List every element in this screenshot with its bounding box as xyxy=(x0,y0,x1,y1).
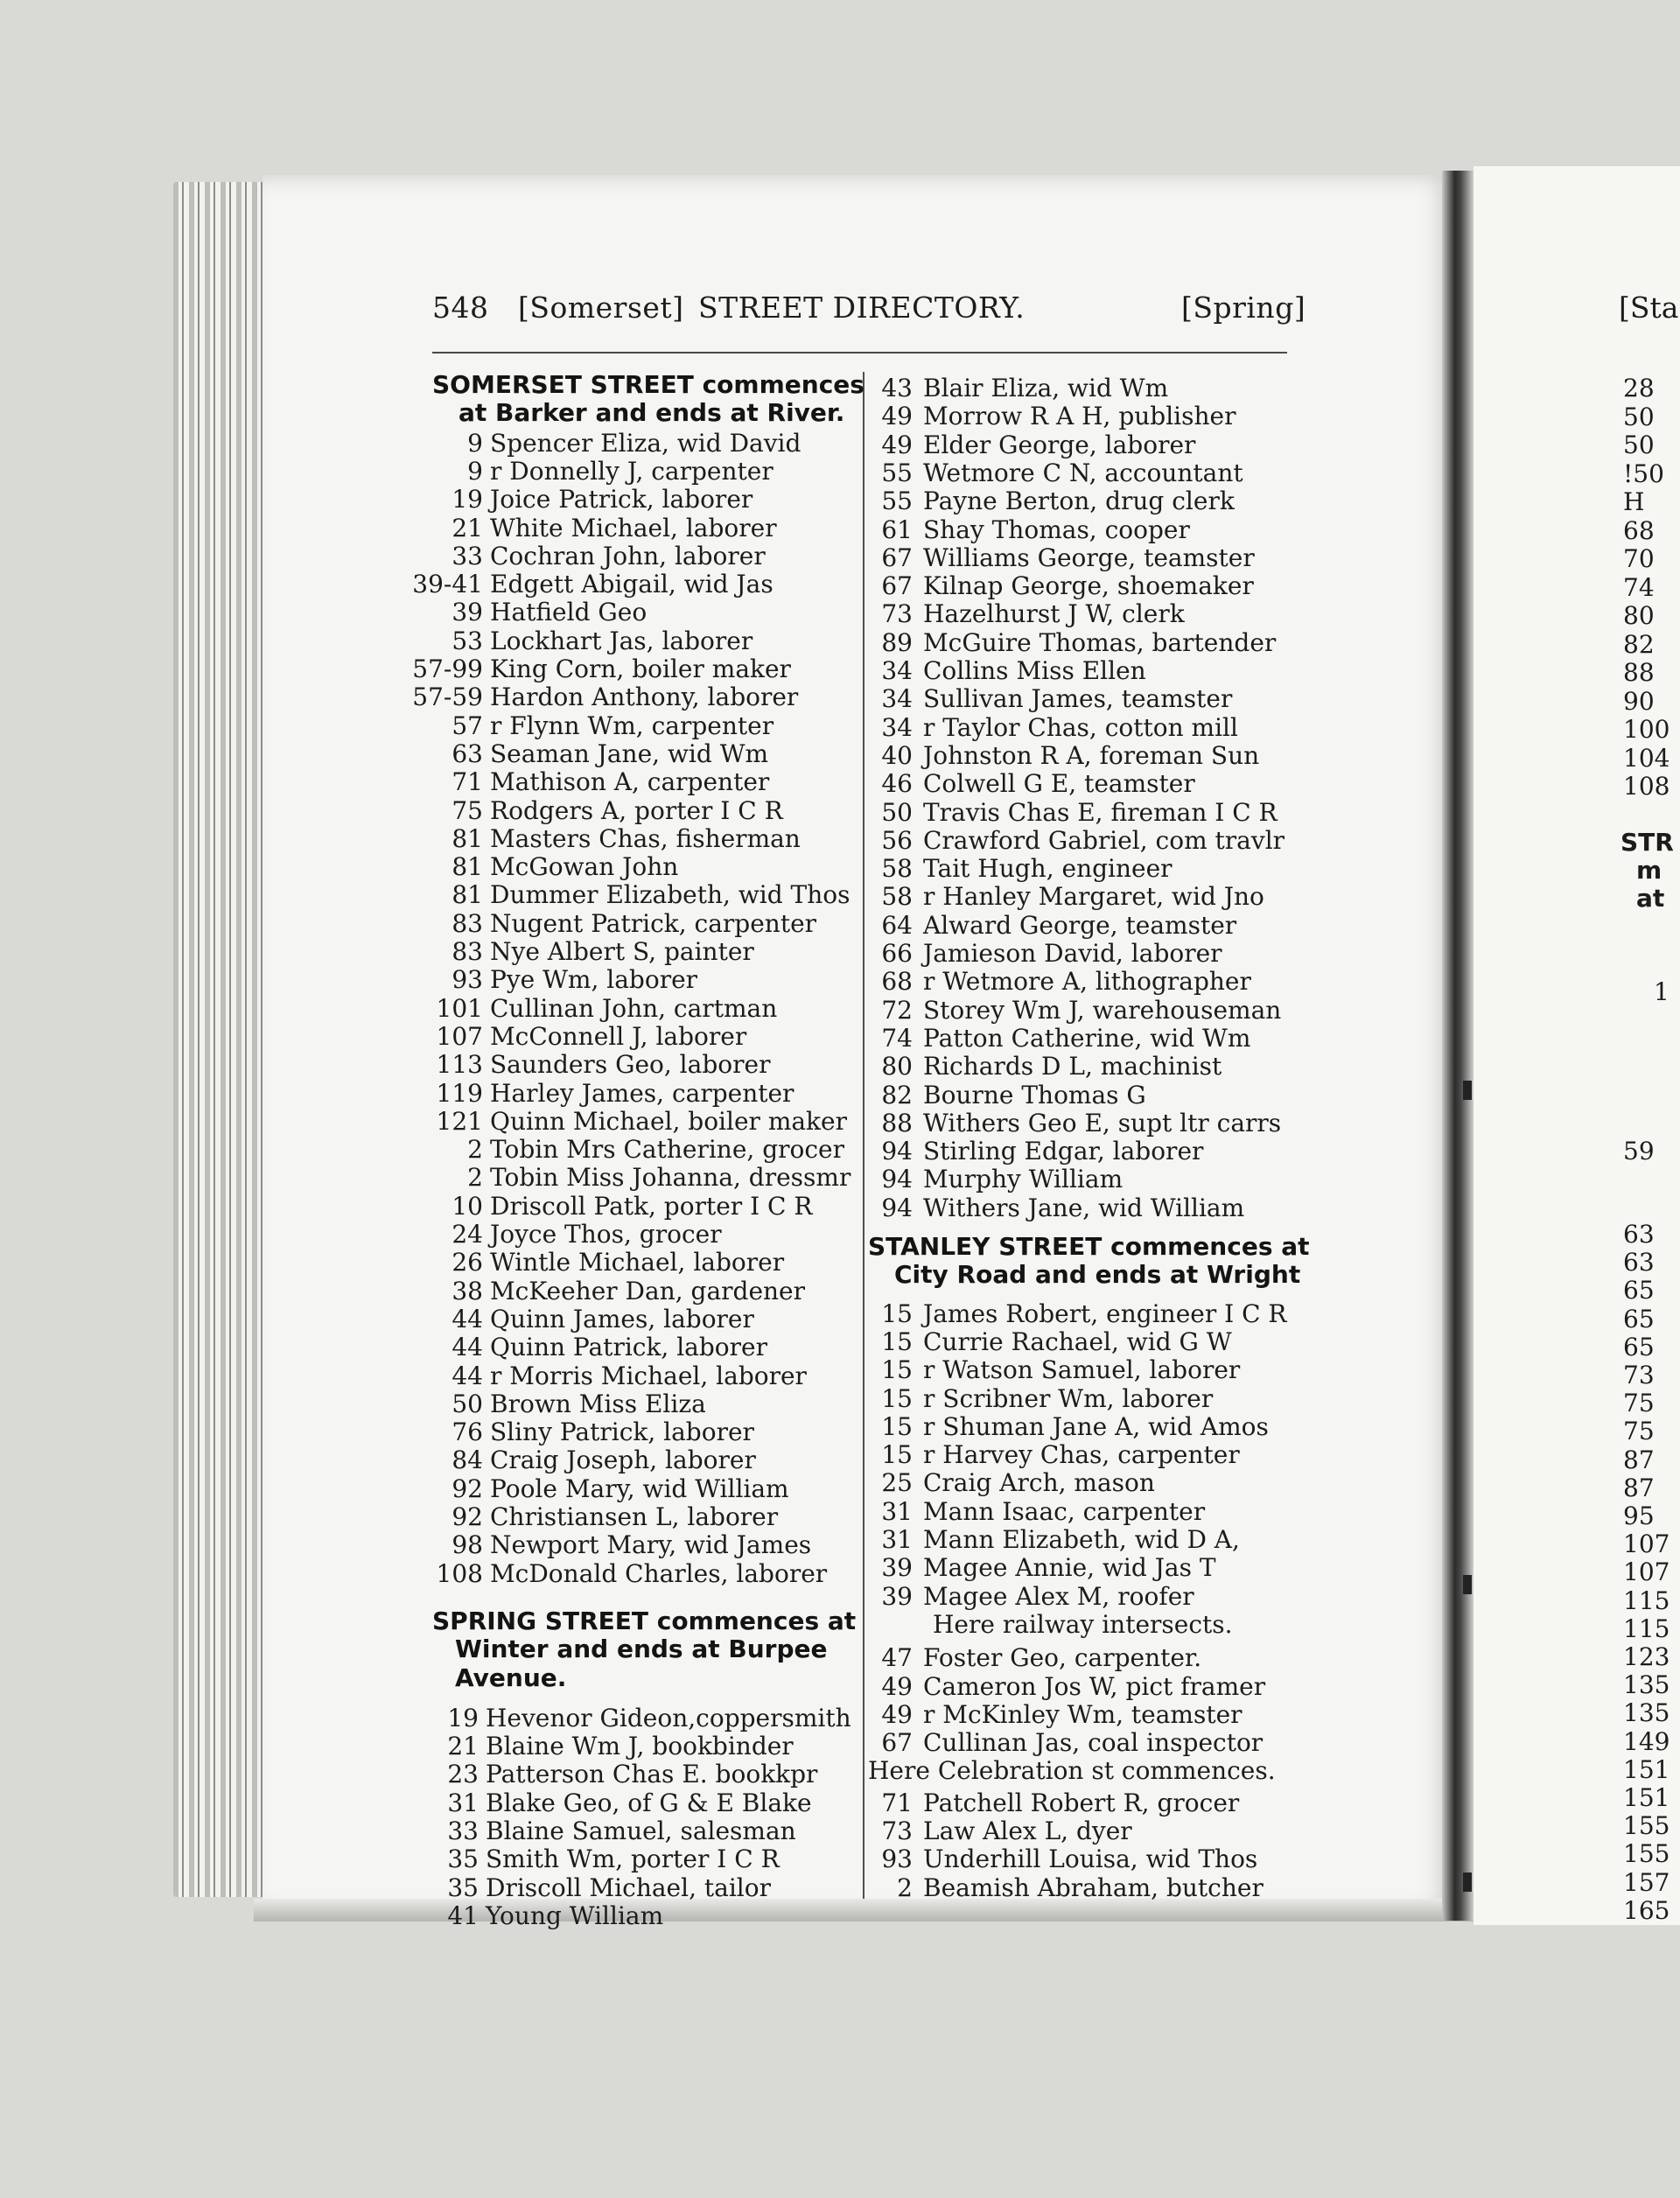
resident-entry: McGowan John xyxy=(490,852,679,882)
street-heading: SPRING STREET commences at xyxy=(432,1606,857,1635)
house-number: 76 xyxy=(452,1418,483,1447)
section-note: Here railway intersects. xyxy=(933,1609,1233,1639)
house-number: 74 xyxy=(881,1023,913,1053)
resident-entry: Hatfield Geo xyxy=(490,598,648,627)
resident-entry: Beamish Abraham, butcher xyxy=(923,1872,1264,1902)
next-page-number: 90 xyxy=(1623,686,1655,716)
resident-entry: Poole Mary, wid William xyxy=(490,1474,789,1503)
street-heading: STANLEY STREET commences at xyxy=(868,1232,1310,1261)
house-number: 84 xyxy=(452,1446,483,1475)
resident-entry: Hevenor Gideon,coppersmith xyxy=(486,1703,851,1732)
house-number: 21 xyxy=(452,513,483,542)
next-page-number: 82 xyxy=(1623,629,1655,659)
resident-entry: Quinn James, laborer xyxy=(490,1304,754,1334)
next-page-number: 50 xyxy=(1623,430,1655,459)
resident-entry: Collins Miss Ellen xyxy=(923,656,1146,685)
resident-entry: Elder George, laborer xyxy=(923,430,1196,459)
house-number: 81 xyxy=(452,880,483,910)
house-number: 55 xyxy=(881,458,913,487)
page-number: 548 xyxy=(432,290,489,325)
house-number: 58 xyxy=(881,882,913,912)
resident-entry: Storey Wm J, warehouseman xyxy=(923,995,1282,1025)
resident-entry: Crawford Gabriel, com travlr xyxy=(923,825,1285,855)
house-number: 82 xyxy=(881,1080,913,1110)
resident-entry: King Corn, boiler maker xyxy=(490,654,791,683)
street-heading: Winter and ends at Burpee xyxy=(455,1634,828,1664)
resident-entry: r Shuman Jane A, wid Amos xyxy=(923,1411,1269,1441)
next-page-number: 74 xyxy=(1623,572,1655,602)
house-number: 94 xyxy=(881,1137,913,1166)
next-page-number: 70 xyxy=(1623,544,1655,573)
house-number: 34 xyxy=(881,656,913,685)
next-page-number: 63 xyxy=(1623,1220,1655,1249)
house-number: 71 xyxy=(881,1788,913,1817)
house-number: 35 xyxy=(447,1872,479,1902)
next-page-number: !50 xyxy=(1623,458,1664,488)
resident-entry: r Hanley Margaret, wid Jno xyxy=(923,882,1264,912)
resident-entry: Cochran John, laborer xyxy=(490,541,766,570)
resident-entry: Payne Berton, drug clerk xyxy=(923,486,1235,516)
house-number: 68 xyxy=(881,967,913,997)
next-page-header: [Sta xyxy=(1619,290,1679,325)
house-number: 81 xyxy=(452,852,483,882)
next-page-number: 108 xyxy=(1623,772,1670,801)
next-page-number: 28 xyxy=(1623,374,1655,402)
binding-mark xyxy=(1463,1081,1472,1100)
page-edges xyxy=(173,182,268,1897)
next-page-number: 115 xyxy=(1623,1586,1670,1615)
resident-entry: Morrow R A H, publisher xyxy=(923,402,1236,431)
resident-entry: Sliny Patrick, laborer xyxy=(490,1418,754,1447)
next-page-number: 123 xyxy=(1623,1642,1670,1671)
next-page-number: 87 xyxy=(1623,1445,1655,1474)
house-number: 39 xyxy=(452,598,483,627)
house-number: 88 xyxy=(881,1108,913,1138)
next-page-number: 75 xyxy=(1623,1417,1655,1446)
house-number: 67 xyxy=(881,1728,913,1758)
resident-entry: Richards D L, machinist xyxy=(923,1052,1222,1082)
resident-entry: Law Alex L, dyer xyxy=(923,1816,1132,1845)
house-number: 55 xyxy=(881,486,913,516)
house-number: 35 xyxy=(447,1844,479,1874)
house-number: 39 xyxy=(881,1553,913,1583)
house-number: 93 xyxy=(452,965,483,995)
house-number: 10 xyxy=(452,1191,483,1221)
resident-entry: Travis Chas E, fireman I C R xyxy=(923,797,1278,827)
house-number: 67 xyxy=(881,542,913,572)
house-number: 15 xyxy=(881,1440,913,1470)
section-note: Here Celebration st commences. xyxy=(868,1756,1276,1786)
next-page-heading: STR xyxy=(1620,827,1674,857)
resident-entry: Jamieson David, laborer xyxy=(923,939,1222,968)
house-number: 31 xyxy=(881,1496,913,1526)
resident-entry: Magee Annie, wid Jas T xyxy=(923,1553,1216,1583)
house-number: 119 xyxy=(436,1078,483,1108)
resident-entry: McKeeher Dan, gardener xyxy=(490,1276,806,1306)
resident-entry: Harley James, carpenter xyxy=(490,1078,794,1108)
resident-entry: Blaine Samuel, salesman xyxy=(486,1816,796,1845)
street-heading: Avenue. xyxy=(455,1662,567,1692)
resident-entry: Bourne Thomas G xyxy=(923,1080,1146,1110)
resident-entry: Lockhart Jas, laborer xyxy=(490,626,753,655)
house-number: 81 xyxy=(452,823,483,853)
house-number: 50 xyxy=(881,797,913,827)
resident-entry: Cameron Jos W, pict framer xyxy=(923,1671,1266,1701)
resident-entry: Mann Elizabeth, wid D A, xyxy=(923,1525,1240,1554)
header-rule xyxy=(432,352,1287,354)
house-number: 15 xyxy=(881,1411,913,1441)
next-page-number: 155 xyxy=(1623,1839,1670,1869)
house-number: 44 xyxy=(452,1333,483,1362)
next-page-heading: at xyxy=(1636,883,1665,913)
next-page-number: 65 xyxy=(1623,1332,1655,1362)
resident-entry: Murphy William xyxy=(923,1165,1124,1194)
resident-entry: Saunders Geo, laborer xyxy=(490,1050,771,1080)
house-number: 33 xyxy=(447,1816,479,1845)
binding-mark xyxy=(1463,1575,1472,1594)
next-page-heading: m xyxy=(1636,855,1662,885)
header-left-key: [Somerset] xyxy=(518,290,684,325)
house-number: 50 xyxy=(452,1389,483,1418)
next-page-number: 63 xyxy=(1623,1248,1655,1278)
house-number: 49 xyxy=(881,1699,913,1729)
resident-entry: Tait Hugh, engineer xyxy=(923,854,1172,884)
resident-entry: r Taylor Chas, cotton mill xyxy=(923,712,1238,742)
house-number: 72 xyxy=(881,995,913,1025)
house-number: 49 xyxy=(881,1671,913,1701)
house-number: 26 xyxy=(452,1248,483,1278)
house-number: 56 xyxy=(881,825,913,855)
resident-entry: Patton Catherine, wid Wm xyxy=(923,1023,1251,1053)
resident-entry: Pye Wm, laborer xyxy=(490,965,698,995)
house-number: 34 xyxy=(881,712,913,742)
house-number: 61 xyxy=(881,514,913,544)
resident-entry: Christiansen L, laborer xyxy=(490,1502,779,1531)
house-number: 83 xyxy=(452,937,483,966)
house-number: 71 xyxy=(452,767,483,797)
next-page-number: 155 xyxy=(1623,1811,1670,1841)
resident-entry: Nugent Patrick, carpenter xyxy=(490,908,817,938)
resident-entry: r Harvey Chas, carpenter xyxy=(923,1440,1240,1470)
house-number: 73 xyxy=(881,1816,913,1845)
resident-entry: Newport Mary, wid James xyxy=(490,1530,812,1560)
resident-entry: Colwell G E, teamster xyxy=(923,769,1195,799)
next-page-number: 115 xyxy=(1623,1614,1670,1643)
house-number: 21 xyxy=(447,1732,479,1761)
house-number: 44 xyxy=(452,1304,483,1334)
house-number: 46 xyxy=(881,769,913,799)
resident-entry: Quinn Michael, boiler maker xyxy=(490,1106,847,1136)
resident-entry: Wetmore C N, accountant xyxy=(923,458,1243,487)
next-page-number: 149 xyxy=(1623,1726,1670,1756)
house-number: 113 xyxy=(436,1050,483,1080)
resident-entry: Foster Geo, carpenter. xyxy=(923,1643,1202,1673)
house-number: 66 xyxy=(881,939,913,968)
house-number: 39-41 xyxy=(412,570,483,599)
next-page-number: 151 xyxy=(1623,1754,1670,1784)
resident-entry: Kilnap George, shoemaker xyxy=(923,571,1254,601)
house-number: 38 xyxy=(452,1276,483,1306)
house-number: 15 xyxy=(881,1298,913,1328)
house-number: 19 xyxy=(447,1703,479,1732)
house-number: 44 xyxy=(452,1361,483,1390)
resident-entry: Patchell Robert R, grocer xyxy=(923,1788,1240,1817)
resident-entry: Shay Thomas, cooper xyxy=(923,514,1190,544)
house-number: 40 xyxy=(881,740,913,770)
house-number: 75 xyxy=(452,795,483,825)
resident-entry: r Wetmore A, lithographer xyxy=(923,967,1251,997)
house-number: 89 xyxy=(881,627,913,657)
house-number: 94 xyxy=(881,1193,913,1222)
house-number: 47 xyxy=(881,1643,913,1673)
street-heading: at Barker and ends at River. xyxy=(458,398,845,428)
house-number: 41 xyxy=(447,1900,479,1930)
next-page-number: 88 xyxy=(1623,658,1655,687)
resident-entry: r Flynn Wm, carpenter xyxy=(490,710,774,740)
resident-entry: Driscoll Patk, porter I C R xyxy=(490,1191,813,1221)
resident-entry: Sullivan James, teamster xyxy=(923,684,1233,714)
resident-entry: Spencer Eliza, wid David xyxy=(490,428,802,458)
house-number: 9 xyxy=(467,428,483,458)
next-page-number: 65 xyxy=(1623,1276,1655,1306)
house-number: 23 xyxy=(447,1760,479,1789)
resident-entry: Underhill Louisa, wid Thos xyxy=(923,1844,1258,1874)
resident-entry: Blaine Wm J, bookbinder xyxy=(486,1732,794,1761)
street-heading: City Road and ends at Wright xyxy=(894,1260,1301,1290)
house-number: 2 xyxy=(467,1135,483,1165)
house-number: 24 xyxy=(452,1220,483,1249)
house-number: 58 xyxy=(881,854,913,884)
resident-entry: Stirling Edgar, laborer xyxy=(923,1137,1204,1166)
next-page-number: 68 xyxy=(1623,515,1655,545)
resident-entry: r Morris Michael, laborer xyxy=(490,1361,807,1390)
resident-entry: Hazelhurst J W, clerk xyxy=(923,599,1185,629)
resident-entry: Mann Isaac, carpenter xyxy=(923,1496,1206,1526)
resident-entry: James Robert, engineer I C R xyxy=(923,1298,1287,1328)
resident-entry: Rodgers A, porter I C R xyxy=(490,795,783,825)
resident-entry: Craig Arch, mason xyxy=(923,1468,1155,1498)
house-number: 93 xyxy=(881,1844,913,1874)
resident-entry: Wintle Michael, laborer xyxy=(490,1248,785,1278)
next-page-number: 107 xyxy=(1623,1558,1670,1587)
next-page-number: 73 xyxy=(1623,1361,1655,1390)
header-title: STREET DIRECTORY. xyxy=(698,290,1026,325)
next-page-number: 157 xyxy=(1623,1867,1670,1897)
next-page-number: 50 xyxy=(1623,402,1655,431)
next-page-number: 75 xyxy=(1623,1389,1655,1418)
resident-entry: Edgett Abigail, wid Jas xyxy=(490,570,774,599)
house-number: 57-99 xyxy=(412,654,483,683)
house-number: 57-59 xyxy=(412,682,483,712)
house-number: 2 xyxy=(897,1872,913,1902)
house-number: 73 xyxy=(881,599,913,629)
house-number: 53 xyxy=(452,626,483,655)
house-number: 83 xyxy=(452,908,483,938)
resident-entry: Joyce Thos, grocer xyxy=(490,1220,722,1249)
house-number: 15 xyxy=(881,1326,913,1356)
house-number: 49 xyxy=(881,430,913,459)
resident-entry: White Michael, laborer xyxy=(490,513,777,542)
next-page-number: 100 xyxy=(1623,715,1670,744)
next-page-number: 1 xyxy=(1654,977,1670,1006)
resident-entry: Tobin Mrs Catherine, grocer xyxy=(490,1135,845,1165)
resident-entry: Smith Wm, porter I C R xyxy=(486,1844,780,1874)
resident-entry: Masters Chas, fisherman xyxy=(490,823,801,853)
book-gutter xyxy=(1442,171,1474,1921)
house-number: 80 xyxy=(881,1052,913,1082)
next-page-number: 65 xyxy=(1623,1304,1655,1334)
resident-entry: Quinn Patrick, laborer xyxy=(490,1333,767,1362)
next-page-number: 107 xyxy=(1623,1530,1670,1559)
resident-entry: McDonald Charles, laborer xyxy=(490,1558,828,1588)
house-number: 98 xyxy=(452,1530,483,1560)
resident-entry: Cullinan John, cartman xyxy=(490,993,778,1023)
house-number: 64 xyxy=(881,910,913,940)
resident-entry: Currie Rachael, wid G W xyxy=(923,1326,1232,1356)
resident-entry: Withers Geo E, supt ltr carrs xyxy=(923,1108,1282,1138)
header-right-key: [Spring] xyxy=(1181,290,1306,325)
house-number: 15 xyxy=(881,1383,913,1413)
house-number: 92 xyxy=(452,1474,483,1503)
resident-entry: Driscoll Michael, tailor xyxy=(486,1872,771,1902)
house-number: 2 xyxy=(467,1163,483,1193)
next-page-number: 165 xyxy=(1623,1895,1670,1925)
resident-entry: Nye Albert S, painter xyxy=(490,937,754,966)
resident-entry: Blake Geo, of G & E Blake xyxy=(486,1788,812,1817)
resident-entry: r McKinley Wm, teamster xyxy=(923,1699,1242,1729)
resident-entry: Hardon Anthony, laborer xyxy=(490,682,799,712)
house-number: 25 xyxy=(881,1468,913,1498)
house-number: 67 xyxy=(881,571,913,601)
resident-entry: Dummer Elizabeth, wid Thos xyxy=(490,880,850,910)
resident-entry: Tobin Miss Johanna, dressmr xyxy=(490,1163,851,1193)
next-page-number: H xyxy=(1623,487,1645,516)
house-number: 9 xyxy=(467,456,483,486)
street-heading: SOMERSET STREET commences xyxy=(432,370,864,399)
house-number: 43 xyxy=(881,374,913,402)
resident-entry: Johnston R A, foreman Sun xyxy=(923,740,1260,770)
house-number: 121 xyxy=(436,1106,483,1136)
next-page-number: 151 xyxy=(1623,1783,1670,1812)
house-number: 34 xyxy=(881,684,913,714)
resident-entry: Patterson Chas E. bookkpr xyxy=(486,1760,818,1789)
house-number: 39 xyxy=(881,1581,913,1611)
house-number: 108 xyxy=(436,1558,483,1588)
next-page-number: 95 xyxy=(1623,1502,1655,1530)
resident-entry: Magee Alex M, roofer xyxy=(923,1581,1194,1611)
house-number: 94 xyxy=(881,1165,913,1194)
binding-mark xyxy=(1463,1872,1472,1892)
resident-entry: Craig Joseph, laborer xyxy=(490,1446,756,1475)
next-page-number: 104 xyxy=(1623,743,1670,773)
house-number: 31 xyxy=(881,1525,913,1554)
house-number: 15 xyxy=(881,1355,913,1385)
resident-entry: Withers Jane, wid William xyxy=(923,1193,1245,1222)
next-page-number: 135 xyxy=(1623,1670,1670,1700)
resident-entry: r Donnelly J, carpenter xyxy=(490,456,774,486)
next-page-number: 87 xyxy=(1623,1473,1655,1502)
house-number: 57 xyxy=(452,710,483,740)
resident-entry: Cullinan Jas, coal inspector xyxy=(923,1728,1264,1758)
resident-entry: Brown Miss Eliza xyxy=(490,1389,706,1418)
resident-entry: r Watson Samuel, laborer xyxy=(923,1355,1241,1385)
next-page-number: 59 xyxy=(1623,1137,1655,1166)
house-number: 63 xyxy=(452,738,483,768)
resident-entry: Williams George, teamster xyxy=(923,542,1255,572)
resident-entry: Alward George, teamster xyxy=(923,910,1237,940)
resident-entry: Mathison A, carpenter xyxy=(490,767,770,797)
house-number: 19 xyxy=(452,485,483,514)
next-page-number: 135 xyxy=(1623,1698,1670,1728)
resident-entry: Young William xyxy=(486,1900,664,1930)
house-number: 31 xyxy=(447,1788,479,1817)
house-number: 33 xyxy=(452,541,483,570)
house-number: 92 xyxy=(452,1502,483,1531)
house-number: 49 xyxy=(881,402,913,431)
next-page-number: 80 xyxy=(1623,601,1655,630)
resident-entry: r Scribner Wm, laborer xyxy=(923,1383,1214,1413)
resident-entry: McGuire Thomas, bartender xyxy=(923,627,1277,657)
house-number: 107 xyxy=(436,1021,483,1051)
resident-entry: McConnell J, laborer xyxy=(490,1021,747,1051)
resident-entry: Joice Patrick, laborer xyxy=(490,485,753,514)
resident-entry: Seaman Jane, wid Wm xyxy=(490,738,769,768)
house-number: 101 xyxy=(436,993,483,1023)
resident-entry: Blair Eliza, wid Wm xyxy=(923,374,1169,402)
